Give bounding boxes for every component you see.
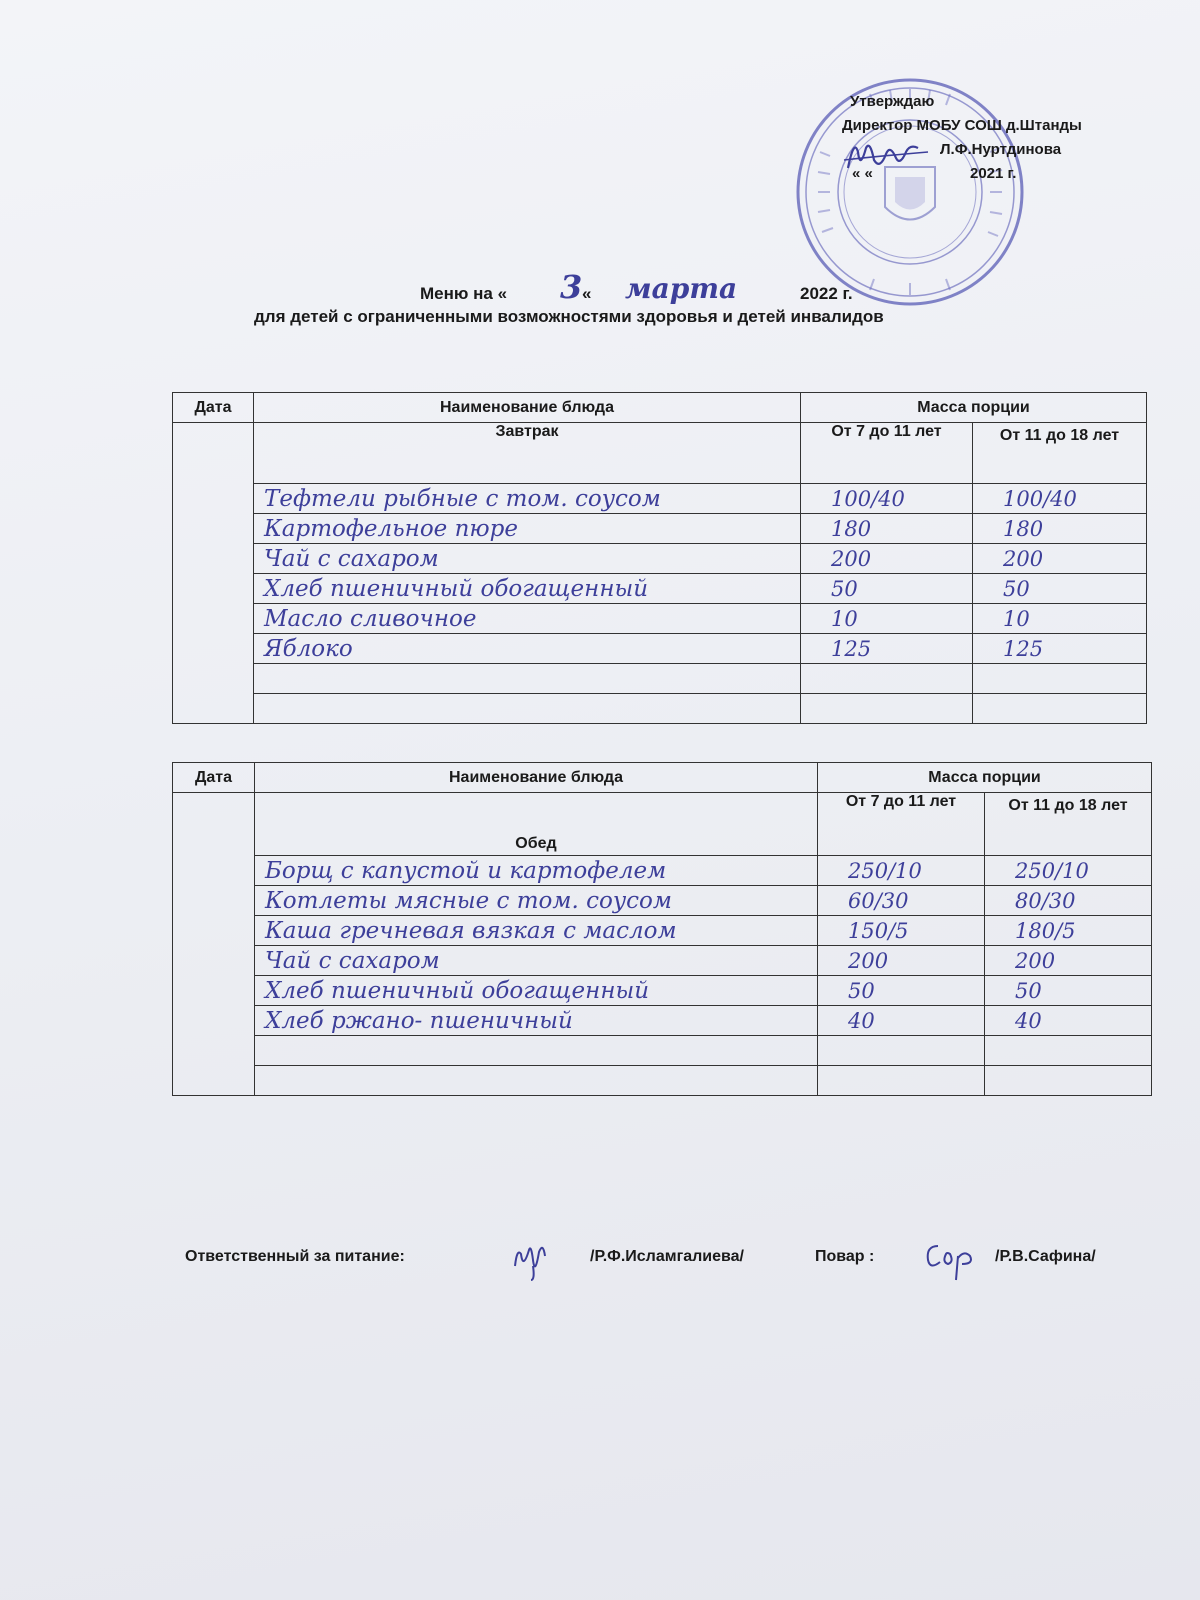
empty-row bbox=[173, 664, 1147, 694]
approval-position: Директор МОБУ СОШ д.Штанды bbox=[842, 117, 1082, 134]
age-group-1: От 7 до 11 лет bbox=[818, 793, 985, 856]
mass-7-11: 50 bbox=[818, 976, 985, 1006]
title-day: 3 bbox=[560, 268, 583, 306]
title-prefix: Меню на « bbox=[420, 284, 508, 303]
approval-year: 2021 г. bbox=[970, 165, 1017, 182]
table-row bbox=[173, 514, 1147, 544]
mass-7-11: 250/10 bbox=[818, 856, 985, 886]
dish-name: Каша гречневая вязкая с маслом bbox=[255, 916, 818, 946]
table-row bbox=[173, 856, 1152, 886]
lunch-header-row bbox=[173, 763, 1152, 793]
breakfast-table bbox=[172, 392, 1147, 724]
mass-11-18: 250/10 bbox=[985, 856, 1152, 886]
mass-7-11: 40 bbox=[818, 1006, 985, 1036]
mass-7-11: 200 bbox=[818, 946, 985, 976]
mass-11-18: 200 bbox=[973, 544, 1147, 574]
dish-name: Яблоко bbox=[254, 634, 801, 664]
lunch-table bbox=[172, 762, 1152, 1096]
table-row bbox=[173, 544, 1147, 574]
mass-11-18: 50 bbox=[973, 574, 1147, 604]
responsible-name: /Р.Ф.Исламгалиева/ bbox=[590, 1248, 744, 1265]
header-mass: Масса порции bbox=[801, 393, 1147, 423]
breakfast-subheader-row bbox=[173, 423, 1147, 484]
dish-name: Масло сливочное bbox=[254, 604, 801, 634]
title-mid: « bbox=[582, 284, 592, 303]
meal-label: Обед bbox=[255, 793, 818, 856]
header-mass: Масса порции bbox=[818, 763, 1152, 793]
table-row bbox=[173, 574, 1147, 604]
header-dish: Наименование блюда bbox=[255, 763, 818, 793]
empty-row bbox=[173, 1036, 1152, 1066]
mass-7-11: 60/30 bbox=[818, 886, 985, 916]
meal-label: Завтрак bbox=[254, 423, 801, 484]
table-row bbox=[173, 886, 1152, 916]
dish-name: Хлеб ржано- пшеничный bbox=[255, 1006, 818, 1036]
date-cell bbox=[173, 793, 255, 1096]
approval-date-quotes: « « bbox=[852, 165, 873, 182]
date-cell bbox=[173, 423, 254, 724]
breakfast-header-row bbox=[173, 393, 1147, 423]
table-row bbox=[173, 946, 1152, 976]
header-date: Дата bbox=[173, 393, 254, 423]
mass-7-11: 125 bbox=[801, 634, 973, 664]
table-row bbox=[173, 634, 1147, 664]
empty-row bbox=[173, 1066, 1152, 1096]
mass-7-11: 180 bbox=[801, 514, 973, 544]
dish-name: Тефтели рыбные с том. соусом bbox=[254, 484, 801, 514]
mass-7-11: 200 bbox=[801, 544, 973, 574]
mass-11-18: 50 bbox=[985, 976, 1152, 1006]
age-group-2: От 11 до 18 лет bbox=[973, 423, 1147, 484]
cook-name: /Р.В.Сафина/ bbox=[995, 1248, 1096, 1265]
dish-name: Борщ с капустой и картофелем bbox=[255, 856, 818, 886]
table-row bbox=[173, 916, 1152, 946]
dish-name: Хлеб пшеничный обогащенный bbox=[255, 976, 818, 1006]
mass-7-11: 50 bbox=[801, 574, 973, 604]
cook-label: Повар : bbox=[815, 1248, 875, 1265]
table-row bbox=[173, 976, 1152, 1006]
dish-name: Чай с сахаром bbox=[254, 544, 801, 574]
table-row bbox=[173, 1006, 1152, 1036]
title-month: марта bbox=[625, 272, 738, 305]
approval-director-name: Л.Ф.Нуртдинова bbox=[940, 141, 1062, 158]
mass-11-18: 180 bbox=[973, 514, 1147, 544]
mass-11-18: 80/30 bbox=[985, 886, 1152, 916]
mass-7-11: 150/5 bbox=[818, 916, 985, 946]
mass-7-11: 100/40 bbox=[801, 484, 973, 514]
header-date: Дата bbox=[173, 763, 255, 793]
responsible-label: Ответственный за питание: bbox=[185, 1248, 405, 1265]
cook-signature bbox=[920, 1232, 990, 1282]
empty-row bbox=[173, 694, 1147, 724]
age-group-2: От 11 до 18 лет bbox=[985, 793, 1152, 856]
dish-name: Хлеб пшеничный обогащенный bbox=[254, 574, 801, 604]
lunch-subheader-row bbox=[173, 793, 1152, 856]
mass-11-18: 180/5 bbox=[985, 916, 1152, 946]
mass-11-18: 10 bbox=[973, 604, 1147, 634]
mass-11-18: 200 bbox=[985, 946, 1152, 976]
menu-subtitle: для детей с ограниченными возможностями здоровья и детей инвалидов bbox=[254, 307, 884, 326]
table-row bbox=[173, 604, 1147, 634]
responsible-signature bbox=[505, 1236, 555, 1282]
header-dish: Наименование блюда bbox=[254, 393, 801, 423]
mass-11-18: 125 bbox=[973, 634, 1147, 664]
mass-7-11: 10 bbox=[801, 604, 973, 634]
dish-name: Чай с сахаром bbox=[255, 946, 818, 976]
mass-11-18: 100/40 bbox=[973, 484, 1147, 514]
dish-name: Котлеты мясные с том. соусом bbox=[255, 886, 818, 916]
approval-heading: Утверждаю bbox=[850, 93, 935, 110]
table-row bbox=[173, 484, 1147, 514]
title-year: 2022 г. bbox=[800, 284, 853, 303]
mass-11-18: 40 bbox=[985, 1006, 1152, 1036]
dish-name: Картофельное пюре bbox=[254, 514, 801, 544]
age-group-1: От 7 до 11 лет bbox=[801, 423, 973, 484]
